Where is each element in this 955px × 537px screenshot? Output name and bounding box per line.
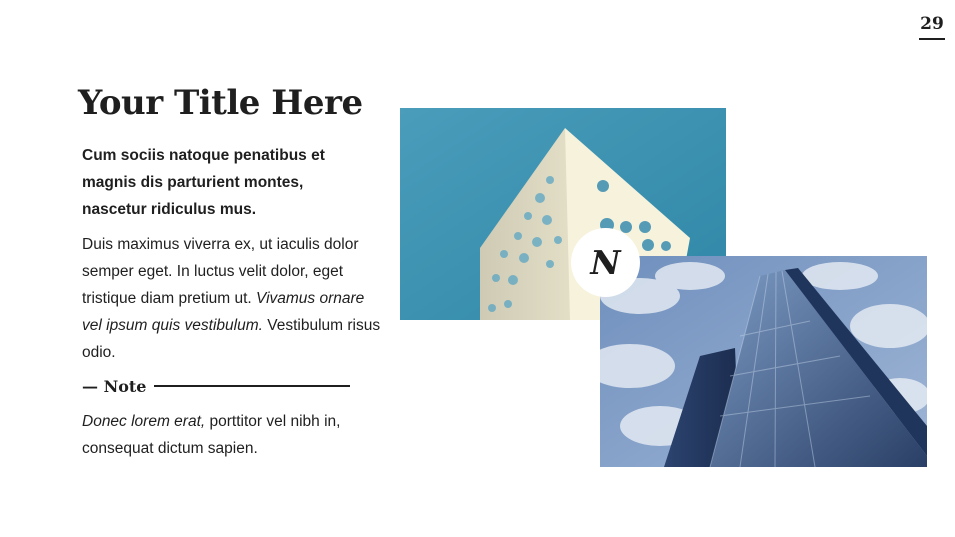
- note-text-italic: Donec lorem erat,: [82, 413, 206, 430]
- body-text-plain-end: Vestibulum risus odio.: [82, 317, 381, 361]
- note-heading: [82, 374, 350, 398]
- note-text-plain: porttitor vel nibh in, consequat dictum sapien.: [82, 413, 341, 457]
- logo-letter: N: [590, 243, 621, 282]
- body-text-plain: Duis maximus viverra ex, ut iaculis dolor semper eget. In luctus velit dolor, eget tristique diam pretium ut.: [82, 236, 359, 307]
- note-label: — Note: [82, 376, 147, 396]
- logo-badge: [571, 228, 640, 297]
- glass-skyscraper-photo: [600, 256, 927, 467]
- page-number: 29: [919, 14, 945, 40]
- body-text-italic: Vivamus ornare vel ipsum quis vestibulum.: [82, 290, 365, 334]
- note-divider: [154, 385, 350, 387]
- lead-paragraph: Cum sociis natoque penatibus et magnis dis parturient montes, nascetur ridiculus mus.: [82, 147, 325, 218]
- slide-title: Your Title Here: [78, 83, 363, 123]
- note-paragraph: [82, 408, 372, 462]
- body-paragraph: [82, 231, 382, 366]
